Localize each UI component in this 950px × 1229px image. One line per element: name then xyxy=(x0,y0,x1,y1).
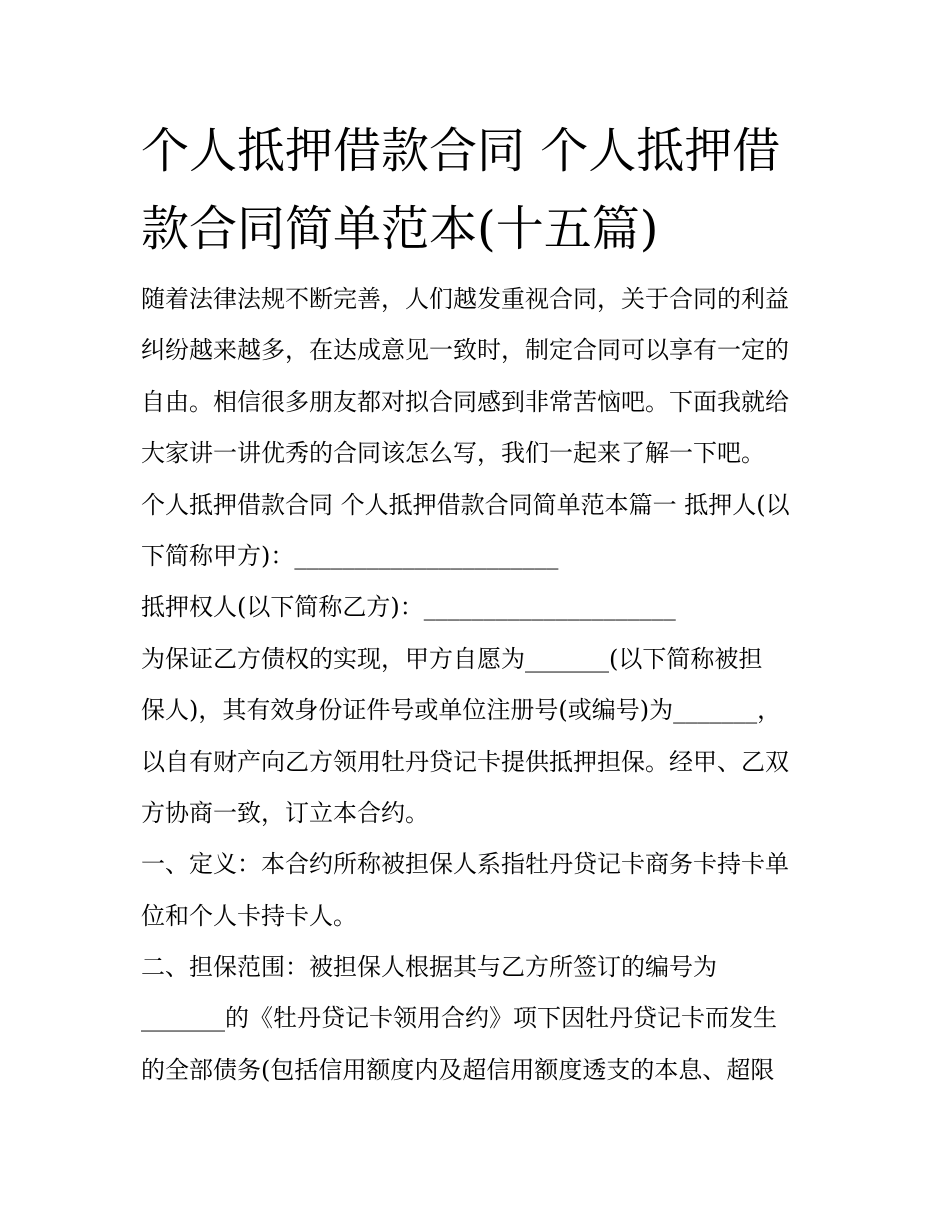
document-title xyxy=(141,112,821,268)
body-line: 以自有财产向乙方领用牡丹贷记卡提供抵押担保。经甲、乙双 xyxy=(141,747,789,776)
document-body xyxy=(141,274,821,1096)
body-line: 的全部债务(包括信用额度内及超信用额度透支的本息、超限 xyxy=(141,1055,775,1084)
body-line: 随着法律法规不断完善，人们越发重视合同，关于合同的利益 xyxy=(141,285,789,313)
body-line: 下简称甲方)：______________________ xyxy=(141,541,559,570)
body-line: 抵押权人(以下简称乙方)：_____________________ xyxy=(141,593,676,622)
body-line: _______的《牡丹贷记卡领用合约》项下因牡丹贷记卡而发生 xyxy=(141,1004,777,1033)
body-line: 位和个人卡持卡人。 xyxy=(141,901,357,930)
body-line: 二、担保范围：被担保人根据其与乙方所签订的编号为 xyxy=(141,953,717,982)
body-line: 方协商一致，订立本合约。 xyxy=(141,798,429,827)
body-line: 一、定义：本合约所称被担保人系指牡丹贷记卡商务卡持卡单 xyxy=(141,850,789,879)
body-line: 自由。相信很多朋友都对拟合同感到非常苦恼吧。下面我就给 xyxy=(141,387,789,416)
body-line: 纠纷越来越多，在达成意见一致时，制定合同可以享有一定的 xyxy=(141,336,789,365)
title-line-2: 款合同简单范本(十五篇) xyxy=(141,201,659,257)
body-line: 大家讲一讲优秀的合同该怎么写，我们一起来了解一下吧。 xyxy=(141,439,765,468)
title-line-1: 个人抵押借款合同 个人抵押借 xyxy=(141,123,781,179)
body-line: 保人)，其有效身份证件号或单位注册号(或编号)为_______， xyxy=(141,696,782,725)
body-line: 个人抵押借款合同 个人抵押借款合同简单范本篇一 抵押人(以 xyxy=(141,490,790,519)
body-line: 为保证乙方债权的实现，甲方自愿为_______(以下简称被担 xyxy=(141,644,763,673)
